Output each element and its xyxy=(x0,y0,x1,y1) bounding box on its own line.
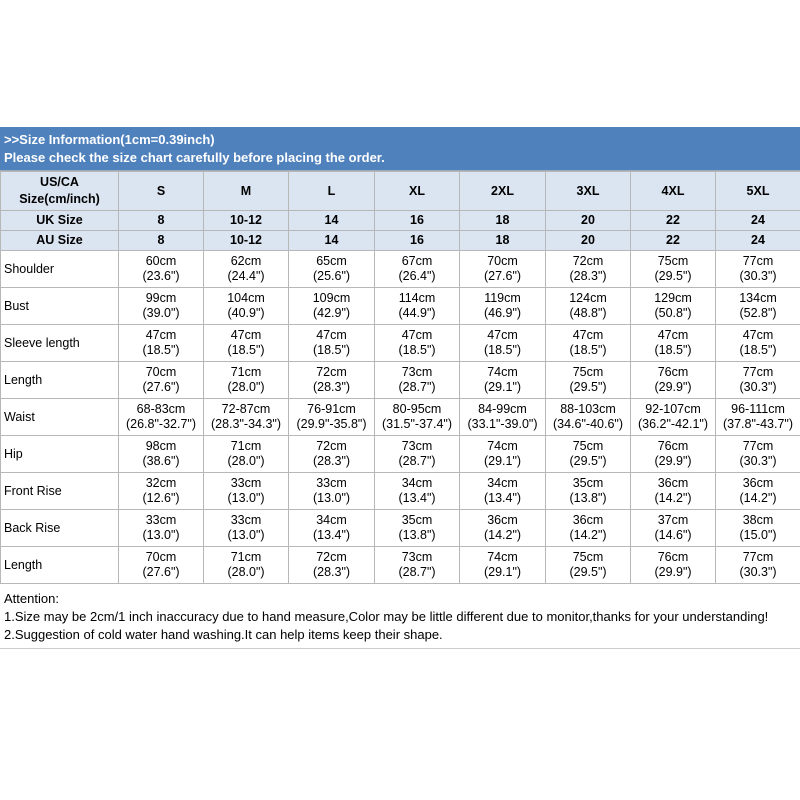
inch-value: (13.0") xyxy=(142,528,180,542)
measurement-cell xyxy=(460,510,546,547)
measurement-label: Bust xyxy=(1,288,119,325)
inch-value: (24.4") xyxy=(227,269,265,283)
inch-value: (13.4") xyxy=(398,491,436,505)
cm-value: 92-107cm xyxy=(645,402,701,416)
measurement-cell xyxy=(631,547,716,584)
size-cell: 10-12 xyxy=(204,231,289,251)
inch-value: (13.8") xyxy=(569,491,607,505)
measurement-cell xyxy=(119,288,204,325)
measurement-cell xyxy=(375,362,460,399)
size-row-label: US/CA Size(cm/inch) xyxy=(1,172,119,211)
inch-value: (27.6") xyxy=(142,565,180,579)
measurement-cell xyxy=(631,399,716,436)
measurement-cell xyxy=(546,362,631,399)
size-cell: 18 xyxy=(460,211,546,231)
cm-value: 72cm xyxy=(316,550,347,564)
cm-value: 73cm xyxy=(401,439,433,453)
measurement-cell xyxy=(119,547,204,584)
cm-value: 74cm xyxy=(487,550,518,564)
measurement-cell xyxy=(289,547,375,584)
inch-value: (13.4") xyxy=(312,528,351,542)
measurement-row xyxy=(1,288,800,325)
measurement-cell xyxy=(119,251,204,288)
measurement-row xyxy=(1,547,800,584)
attention-title: Attention: xyxy=(4,591,59,606)
cm-value: 35cm xyxy=(401,513,433,527)
inch-value: (29.5") xyxy=(569,380,607,394)
inch-value: (28.3") xyxy=(312,565,351,579)
measurement-cell xyxy=(546,251,631,288)
cm-value: 124cm xyxy=(569,291,607,305)
measurement-label: Sleeve length xyxy=(1,325,119,362)
measurement-label: Length xyxy=(1,547,119,584)
cm-value: 76cm xyxy=(657,365,689,379)
inch-value: (34.6"-40.6") xyxy=(552,417,624,431)
measurement-cell xyxy=(289,362,375,399)
inch-value: (25.6") xyxy=(312,269,351,283)
measurement-cell xyxy=(716,251,800,288)
size-cell: 10-12 xyxy=(204,211,289,231)
size-cell: 24 xyxy=(716,211,800,231)
measurement-cell xyxy=(546,436,631,473)
measurement-cell xyxy=(119,436,204,473)
inch-value: (13.4") xyxy=(483,491,522,505)
inch-value: (28.3"-34.3") xyxy=(210,417,282,431)
chart-header xyxy=(0,127,800,171)
measurement-cell xyxy=(204,436,289,473)
inch-value: (29.5") xyxy=(569,454,607,468)
cm-value: 47cm xyxy=(657,328,689,342)
measurement-label: Hip xyxy=(1,436,119,473)
cm-value: 65cm xyxy=(316,254,347,268)
inch-value: (27.6") xyxy=(483,269,522,283)
inch-value: (18.5") xyxy=(227,343,265,357)
cm-value: 33cm xyxy=(230,476,262,490)
cm-value: 34cm xyxy=(487,476,518,490)
attention-note-2: 2.Suggestion of cold water hand washing.It can help items keep their shape. xyxy=(4,627,443,642)
measurement-cell xyxy=(204,510,289,547)
size-row-label: UK Size xyxy=(1,211,119,231)
measurement-cell xyxy=(460,547,546,584)
cm-value: 72-87cm xyxy=(221,402,271,416)
inch-value: (46.9") xyxy=(483,306,522,320)
measurement-cell xyxy=(716,547,800,584)
size-cell: XL xyxy=(375,172,460,211)
measurement-cell xyxy=(204,325,289,362)
inch-value: (13.8") xyxy=(398,528,436,542)
measurement-row xyxy=(1,251,800,288)
inch-value: (14.2") xyxy=(654,491,692,505)
measurement-cell xyxy=(289,436,375,473)
measurement-cell xyxy=(289,399,375,436)
measurement-label: Waist xyxy=(1,399,119,436)
measurement-cell xyxy=(119,510,204,547)
measurement-cell xyxy=(289,473,375,510)
measurement-cell xyxy=(289,325,375,362)
cm-value: 68-83cm xyxy=(136,402,186,416)
cm-value: 109cm xyxy=(312,291,351,305)
cm-value: 76cm xyxy=(657,439,689,453)
measurement-cell xyxy=(631,251,716,288)
cm-value: 37cm xyxy=(657,513,689,527)
cm-value: 76cm xyxy=(657,550,689,564)
measurement-cell xyxy=(204,362,289,399)
inch-value: (30.3") xyxy=(739,269,777,283)
size-header-row xyxy=(1,172,800,211)
size-cell: 20 xyxy=(546,231,631,251)
inch-value: (23.6") xyxy=(142,269,180,283)
inch-value: (26.8"-32.7") xyxy=(125,417,197,431)
measurement-cell xyxy=(375,325,460,362)
check-chart-notice: Please check the size chart carefully before placing the order. xyxy=(4,150,385,165)
size-cell: 22 xyxy=(631,211,716,231)
inch-value: (28.0") xyxy=(227,380,265,394)
size-cell: 8 xyxy=(119,211,204,231)
measurement-cell xyxy=(631,510,716,547)
measurement-cell xyxy=(460,362,546,399)
measurement-cell xyxy=(119,362,204,399)
cm-value: 75cm xyxy=(657,254,689,268)
cm-value: 70cm xyxy=(145,365,177,379)
cm-value: 62cm xyxy=(230,254,262,268)
cm-value: 77cm xyxy=(742,550,774,564)
inch-value: (12.6") xyxy=(142,491,180,505)
cm-value: 34cm xyxy=(316,513,347,527)
size-cell: M xyxy=(204,172,289,211)
measurement-cell xyxy=(546,399,631,436)
size-cell: S xyxy=(119,172,204,211)
measurement-cell xyxy=(716,288,800,325)
inch-value: (31.5"-37.4") xyxy=(381,417,453,431)
inch-value: (29.9"-35.8") xyxy=(296,417,367,431)
measurement-cell xyxy=(289,288,375,325)
measurement-row xyxy=(1,362,800,399)
measurement-cell xyxy=(716,325,800,362)
size-cell: 18 xyxy=(460,231,546,251)
cm-value: 73cm xyxy=(401,365,433,379)
inch-value: (42.9") xyxy=(312,306,351,320)
measurement-cell xyxy=(631,362,716,399)
cm-value: 36cm xyxy=(742,476,774,490)
inch-value: (39.0") xyxy=(142,306,180,320)
size-cell: 5XL xyxy=(716,172,800,211)
cm-value: 70cm xyxy=(145,550,177,564)
measurement-cell xyxy=(716,473,800,510)
cm-value: 34cm xyxy=(401,476,433,490)
measurement-cell xyxy=(460,288,546,325)
cm-value: 104cm xyxy=(227,291,265,305)
inch-value: (28.3") xyxy=(312,380,351,394)
cm-value: 71cm xyxy=(230,439,262,453)
measurement-cell xyxy=(375,547,460,584)
measurement-cell xyxy=(119,325,204,362)
inch-value: (18.5") xyxy=(312,343,351,357)
cm-value: 119cm xyxy=(484,291,521,305)
size-row-label: AU Size xyxy=(1,231,119,251)
inch-value: (18.5") xyxy=(142,343,180,357)
size-header-row xyxy=(1,231,800,251)
inch-value: (27.6") xyxy=(142,380,180,394)
measurement-label: Front Rise xyxy=(1,473,119,510)
cm-value: 60cm xyxy=(145,254,177,268)
inch-value: (36.2"-42.1") xyxy=(637,417,709,431)
size-cell: 8 xyxy=(119,231,204,251)
measurement-cell xyxy=(631,436,716,473)
measurement-cell xyxy=(546,547,631,584)
size-info-title: >>Size Information(1cm=0.39inch) xyxy=(4,132,215,147)
cm-value: 36cm xyxy=(657,476,689,490)
cm-value: 99cm xyxy=(145,291,177,305)
inch-value: (30.3") xyxy=(739,380,777,394)
cm-value: 77cm xyxy=(742,365,774,379)
cm-value: 72cm xyxy=(316,365,347,379)
measurement-cell xyxy=(375,251,460,288)
inch-value: (14.2") xyxy=(569,528,607,542)
cm-value: 74cm xyxy=(487,439,518,453)
size-cell: 4XL xyxy=(631,172,716,211)
measurement-cell xyxy=(204,288,289,325)
inch-value: (28.3") xyxy=(569,269,607,283)
cm-value: 47cm xyxy=(742,328,774,342)
cm-value: 88-103cm xyxy=(560,402,616,416)
inch-value: (28.7") xyxy=(398,380,436,394)
inch-value: (13.0") xyxy=(227,491,265,505)
measurement-cell xyxy=(631,288,716,325)
cm-value: 134cm xyxy=(739,291,777,305)
measurement-cell xyxy=(716,362,800,399)
inch-value: (28.7") xyxy=(398,565,436,579)
inch-value: (18.5") xyxy=(398,343,436,357)
measurement-cell xyxy=(375,473,460,510)
measurement-label: Length xyxy=(1,362,119,399)
measurement-cell xyxy=(546,473,631,510)
measurement-cell xyxy=(631,325,716,362)
size-table xyxy=(0,171,800,584)
inch-value: (28.0") xyxy=(227,454,265,468)
inch-value: (29.5") xyxy=(569,565,607,579)
measurement-cell xyxy=(460,325,546,362)
cm-value: 47cm xyxy=(145,328,177,342)
inch-value: (26.4") xyxy=(398,269,436,283)
measurement-cell xyxy=(289,251,375,288)
cm-value: 33cm xyxy=(145,513,177,527)
cm-value: 96-111cm xyxy=(731,402,785,416)
measurement-cell xyxy=(204,399,289,436)
measurement-cell xyxy=(204,473,289,510)
cm-value: 38cm xyxy=(742,513,774,527)
cm-value: 114cm xyxy=(398,291,436,305)
measurement-row xyxy=(1,510,800,547)
measurement-cell xyxy=(460,251,546,288)
inch-value: (18.5") xyxy=(654,343,692,357)
cm-value: 47cm xyxy=(572,328,604,342)
inch-value: (30.3") xyxy=(739,565,777,579)
measurement-cell xyxy=(716,399,800,436)
measurement-cell xyxy=(375,399,460,436)
measurement-cell xyxy=(204,251,289,288)
inch-value: (14.6") xyxy=(654,528,692,542)
size-cell: 14 xyxy=(289,211,375,231)
cm-value: 32cm xyxy=(145,476,177,490)
inch-value: (29.1") xyxy=(483,454,522,468)
cm-value: 77cm xyxy=(742,254,774,268)
inch-value: (29.1") xyxy=(483,380,522,394)
inch-value: (13.0") xyxy=(312,491,351,505)
measurement-label: Back Rise xyxy=(1,510,119,547)
inch-value: (29.9") xyxy=(654,380,692,394)
cm-value: 80-95cm xyxy=(392,402,442,416)
measurement-cell xyxy=(289,510,375,547)
inch-value: (40.9") xyxy=(227,306,265,320)
inch-value: (29.1") xyxy=(483,565,522,579)
cm-value: 75cm xyxy=(572,365,604,379)
inch-value: (37.8"-43.7") xyxy=(722,417,794,431)
cm-value: 47cm xyxy=(230,328,262,342)
inch-value: (52.8") xyxy=(739,306,777,320)
inch-value: (28.7") xyxy=(398,454,436,468)
measurement-cell xyxy=(204,547,289,584)
measurement-cell xyxy=(375,436,460,473)
measurement-cell xyxy=(119,399,204,436)
size-cell: L xyxy=(289,172,375,211)
size-cell: 16 xyxy=(375,231,460,251)
cm-value: 98cm xyxy=(145,439,177,453)
inch-value: (29.5") xyxy=(654,269,692,283)
measurement-row xyxy=(1,436,800,473)
cm-value: 36cm xyxy=(487,513,518,527)
inch-value: (15.0") xyxy=(739,528,777,542)
measurement-row xyxy=(1,473,800,510)
measurement-cell xyxy=(546,325,631,362)
measurement-cell xyxy=(119,473,204,510)
size-cell: 14 xyxy=(289,231,375,251)
cm-value: 72cm xyxy=(316,439,347,453)
inch-value: (14.2") xyxy=(483,528,522,542)
measurement-cell xyxy=(375,510,460,547)
cm-value: 77cm xyxy=(742,439,774,453)
size-cell: 20 xyxy=(546,211,631,231)
cm-value: 70cm xyxy=(487,254,518,268)
inch-value: (29.9") xyxy=(654,454,692,468)
measurement-cell xyxy=(716,436,800,473)
attention-notes xyxy=(0,584,800,649)
measurement-cell xyxy=(460,473,546,510)
cm-value: 36cm xyxy=(572,513,604,527)
inch-value: (29.9") xyxy=(654,565,692,579)
measurement-cell xyxy=(375,288,460,325)
inch-value: (38.6") xyxy=(142,454,180,468)
inch-value: (44.9") xyxy=(398,306,436,320)
cm-value: 71cm xyxy=(230,550,262,564)
measurement-row xyxy=(1,399,800,436)
attention-note-1: 1.Size may be 2cm/1 inch inaccuracy due to hand measure,Color may be little different due to monitor,thanks for your understanding! xyxy=(4,609,769,624)
inch-value: (18.5") xyxy=(569,343,607,357)
cm-value: 47cm xyxy=(316,328,347,342)
cm-value: 76-91cm xyxy=(307,402,356,416)
cm-value: 75cm xyxy=(572,439,604,453)
cm-value: 33cm xyxy=(230,513,262,527)
inch-value: (28.0") xyxy=(227,565,265,579)
inch-value: (28.3") xyxy=(312,454,351,468)
inch-value: (18.5") xyxy=(483,343,522,357)
cm-value: 47cm xyxy=(401,328,433,342)
inch-value: (50.8") xyxy=(654,306,692,320)
inch-value: (33.1"-39.0") xyxy=(467,417,538,431)
cm-value: 75cm xyxy=(572,550,604,564)
cm-value: 67cm xyxy=(401,254,433,268)
measurement-cell xyxy=(546,288,631,325)
cm-value: 71cm xyxy=(230,365,262,379)
size-cell: 24 xyxy=(716,231,800,251)
cm-value: 73cm xyxy=(401,550,433,564)
cm-value: 74cm xyxy=(487,365,518,379)
size-cell: 2XL xyxy=(460,172,546,211)
size-cell: 22 xyxy=(631,231,716,251)
size-chart xyxy=(0,127,800,649)
inch-value: (13.0") xyxy=(227,528,265,542)
inch-value: (18.5") xyxy=(739,343,777,357)
measurement-row xyxy=(1,325,800,362)
measurement-label: Shoulder xyxy=(1,251,119,288)
size-cell: 16 xyxy=(375,211,460,231)
measurement-cell xyxy=(460,436,546,473)
cm-value: 47cm xyxy=(487,328,518,342)
cm-value: 72cm xyxy=(572,254,604,268)
cm-value: 33cm xyxy=(316,476,347,490)
size-cell: 3XL xyxy=(546,172,631,211)
measurement-cell xyxy=(716,510,800,547)
measurement-cell xyxy=(460,399,546,436)
cm-value: 35cm xyxy=(572,476,604,490)
inch-value: (14.2") xyxy=(739,491,777,505)
inch-value: (48.8") xyxy=(569,306,607,320)
measurement-cell xyxy=(546,510,631,547)
cm-value: 84-99cm xyxy=(478,402,527,416)
size-header-row xyxy=(1,211,800,231)
inch-value: (30.3") xyxy=(739,454,777,468)
measurement-cell xyxy=(631,473,716,510)
cm-value: 129cm xyxy=(654,291,692,305)
